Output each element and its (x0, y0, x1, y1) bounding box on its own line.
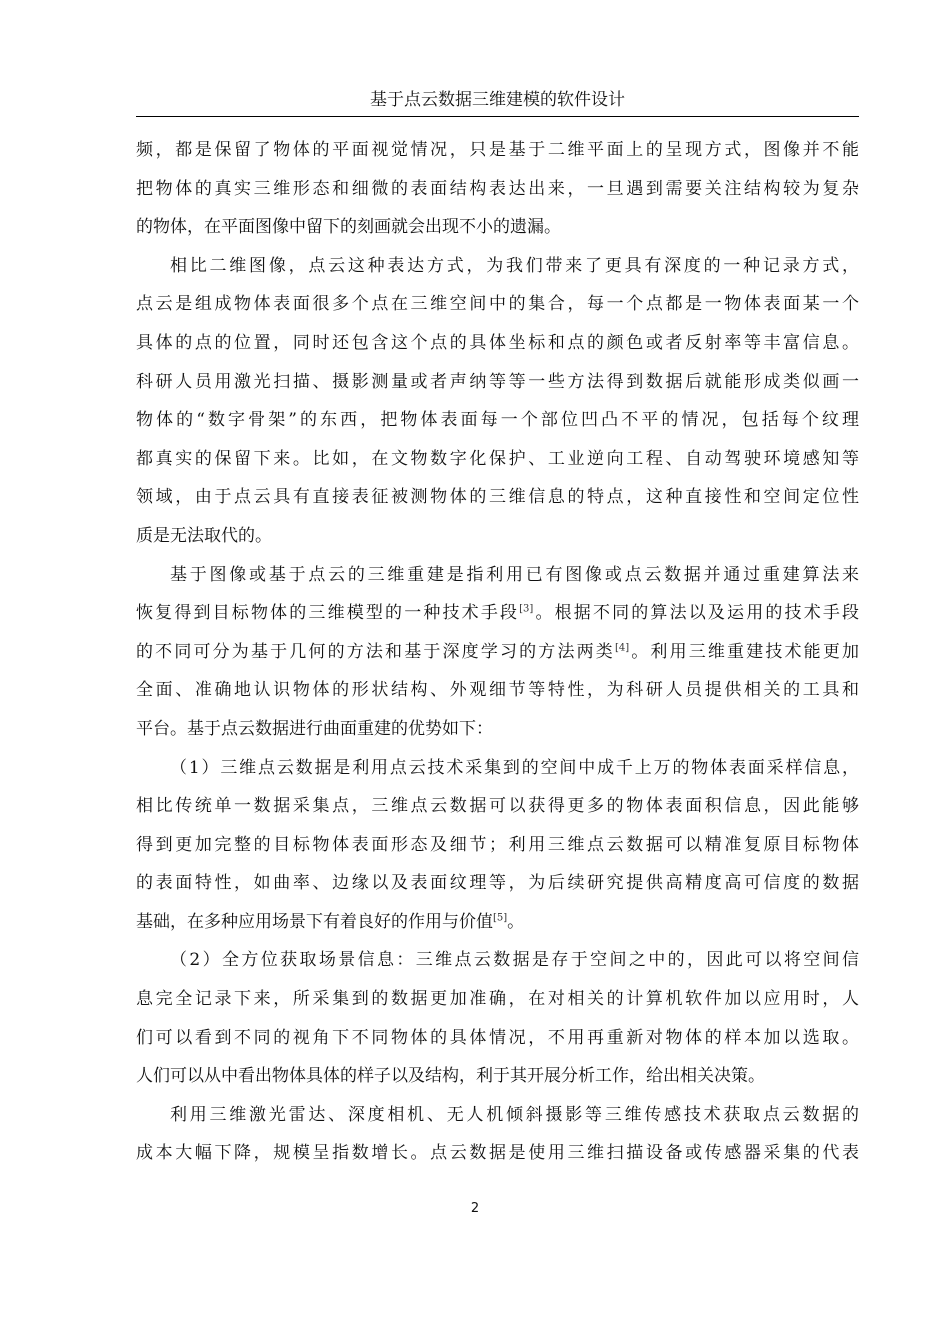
text-line: 具体的点的位置，同时还包含这个点的具体坐标和点的颜色或者反射率等丰富信息。 (136, 332, 859, 353)
text-line: 人们可以从中看出物体具体的样子以及结构，利于其开展分析工作，给出相关决策。 (136, 1066, 765, 1087)
paragraph-6 (136, 1096, 859, 1173)
text-segment: 恢复得到目标物体的三维模型的一种技术手段 (136, 603, 520, 624)
text-line: 的表面特性，如曲率、边缘以及表面纹理等，为后续研究提供高精度高可信度的数据 (136, 873, 859, 894)
text-segment: 。根据不同的算法以及运用的技术手段 (533, 603, 860, 624)
paragraph-2 (136, 247, 859, 556)
text-line-with-citation (136, 633, 859, 672)
text-line: 成本大幅下降，规模呈指数增长。点云数据是使用三维扫描设备或传感器采集的代表 (136, 1143, 859, 1164)
text-line: 的物体，在平面图像中留下的刻画就会出现不小的遗漏。 (136, 217, 561, 238)
text-line: 得到更加完整的目标物体表面形态及细节；利用三维点云数据可以精准复原目标物体 (136, 834, 859, 855)
paragraph-4 (136, 749, 859, 942)
text-line: （1）三维点云数据是利用点云技术采集到的空间中成千上万的物体表面采样信息， (170, 757, 859, 778)
text-line: 基于图像或基于点云的三维重建是指利用已有图像或点云数据并通过重建算法来 (170, 564, 859, 585)
text-line: 把物体的真实三维形态和细微的表面结构表达出来，一旦遇到需要关注结构较为复杂 (136, 178, 859, 199)
text-line: 相比二维图像，点云这种表达方式，为我们带来了更具有深度的一种记录方式， (170, 255, 859, 276)
text-line: 物体的“数字骨架”的东西，把物体表面每一个部位凹凸不平的情况，包括每个纹理 (136, 410, 859, 431)
text-segment: 。 (507, 911, 525, 932)
text-segment: 基础，在多种应用场景下有着良好的作用与价值 (136, 911, 493, 932)
text-line: 点云是组成物体表面很多个点在三维空间中的集合，每一个点都是一物体表面某一个 (136, 294, 859, 315)
text-line-with-citation (136, 594, 859, 633)
text-line: 质是无法取代的。 (136, 525, 272, 546)
text-line: 利用三维激光雷达、深度相机、无人机倾斜摄影等三维传感技术获取点云数据的 (170, 1104, 859, 1125)
text-line: （2）全方位获取场景信息：三维点云数据是存于空间之中的，因此可以将空间信 (170, 950, 859, 971)
text-line: 频，都是保留了物体的平面视觉情况，只是基于二维平面上的呈现方式，图像并不能 (136, 140, 859, 160)
citation-ref-4: [4] (614, 642, 630, 654)
text-line: 都真实的保留下来。比如，在文物数字化保护、工业逆向工程、自动驾驶环境感知等 (136, 448, 859, 469)
text-line: 科研人员用激光扫描、摄影测量或者声纳等等一些方法得到数据后就能形成类似画一 (136, 371, 859, 392)
text-line: 们可以看到不同的视角下不同物体的具体情况，不用再重新对物体的样本加以选取。 (136, 1027, 859, 1048)
paragraph-3 (136, 556, 859, 749)
citation-ref-3: [3] (519, 603, 534, 615)
page-number: 2 (470, 1201, 480, 1216)
running-header: 基于点云数据三维建模的软件设计 (370, 90, 625, 110)
text-line: 相比传统单一数据采集点，三维点云数据可以获得更多的物体表面积信息，因此能够 (136, 796, 859, 817)
text-line: 全面、准确地认识物体的形状结构、外观细节等特性，为科研人员提供相关的工具和 (136, 680, 859, 701)
citation-ref-5: [5] (493, 912, 508, 924)
text-line-with-citation (136, 903, 859, 942)
paragraph-1 (136, 131, 859, 247)
text-line: 息完全记录下来，所采集到的数据更加准确，在对相关的计算机软件加以应用时，人 (136, 989, 859, 1010)
text-line: 平台。基于点云数据进行曲面重建的优势如下： (136, 718, 493, 739)
text-segment: 的不同可分为基于几何的方法和基于深度学习的方法两类 (136, 641, 615, 662)
body-text (136, 131, 859, 1173)
text-line: 领域，由于点云具有直接表征被测物体的三维信息的特点，这种直接性和空间定位性 (136, 487, 859, 508)
text-segment: 。利用三维重建技术能更加 (629, 641, 859, 662)
header-rule (136, 116, 859, 117)
paragraph-5 (136, 941, 859, 1095)
